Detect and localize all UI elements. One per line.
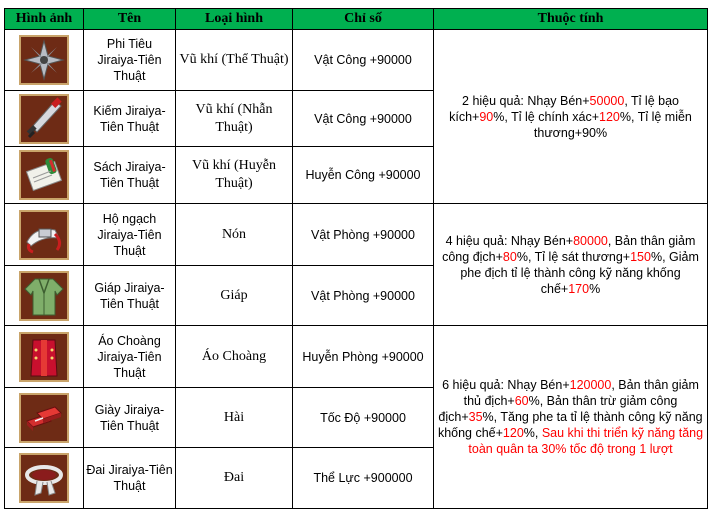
robe-icon (19, 271, 69, 321)
header-image: Hình ảnh (5, 9, 84, 30)
item-name: Giày Jiraiya-Tiên Thuật (84, 388, 176, 448)
item-stat: Huyễn Phòng +90000 (293, 326, 434, 388)
item-stat: Vật Phòng +90000 (293, 204, 434, 266)
item-stat: Vật Công +90000 (293, 91, 434, 147)
item-stat: Huyễn Công +90000 (293, 147, 434, 204)
table-row (5, 204, 708, 266)
item-type: Hài (176, 388, 293, 448)
header-row (5, 9, 708, 30)
set-bonus-6: 6 hiệu quả: Nhạy Bén+120000, Bản thân giảm thủ địch+60%, Bản thân trừ giảm công địch+35%, Tăng phe ta tỉ lệ thành công kỹ năng khống chế+120%, Sau khi thi triển kỹ năng tăng toàn quân ta 30% tốc độ trong 1 lượt (434, 326, 708, 509)
item-stat: Thể Lực +900000 (293, 448, 434, 509)
set-bonus-6-extra: Sau khi thi triển kỹ năng tăng toàn quân ta 30% tốc độ trong 1 lượt (468, 426, 704, 456)
cloak-icon (19, 332, 69, 382)
sword-icon (19, 94, 69, 144)
item-stat: Tốc Độ +90000 (293, 388, 434, 448)
headband-icon (19, 210, 69, 260)
equipment-set-table (4, 8, 708, 509)
item-type: Nón (176, 204, 293, 266)
table-row (5, 30, 708, 91)
item-image-cell (5, 91, 84, 147)
item-type: Áo Choàng (176, 326, 293, 388)
item-stat: Vật Phòng +90000 (293, 266, 434, 326)
item-type: Đai (176, 448, 293, 509)
set-bonus-4: 4 hiệu quả: Nhạy Bén+80000, Bản thân giảm công địch+80%, Tỉ lệ sát thương+150%, Giảm phe địch tỉ lệ thành công kỹ năng khống chế+170% (434, 204, 708, 326)
item-name: Đai Jiraiya-Tiên Thuật (84, 448, 176, 509)
table-row (5, 326, 708, 388)
item-image-cell (5, 388, 84, 448)
item-image-cell (5, 266, 84, 326)
item-image-cell (5, 448, 84, 509)
item-type: Vũ khí (Nhẫn Thuật) (176, 91, 293, 147)
item-name: Kiếm Jiraiya-Tiên Thuật (84, 91, 176, 147)
item-stat: Vật Công +90000 (293, 30, 434, 91)
item-image-cell (5, 30, 84, 91)
header-type: Loại hình (176, 9, 293, 30)
header-stat: Chỉ số (293, 9, 434, 30)
item-type: Vũ khí (Thể Thuật) (176, 30, 293, 91)
belt-icon (19, 453, 69, 503)
item-name: Hộ ngạch Jiraiya-Tiên Thuật (84, 204, 176, 266)
item-name: Giáp Jiraiya-Tiên Thuật (84, 266, 176, 326)
set-bonus-2: 2 hiệu quả: Nhạy Bén+50000, Tỉ lệ bạo kích+90%, Tỉ lệ chính xác+120%, Tỉ lệ miễn thương+90% (434, 30, 708, 204)
header-name: Tên (84, 9, 176, 30)
item-image-cell (5, 147, 84, 204)
header-attributes: Thuộc tính (434, 9, 708, 30)
shuriken-icon (19, 35, 69, 85)
item-type: Vũ khí (Huyễn Thuật) (176, 147, 293, 204)
item-type: Giáp (176, 266, 293, 326)
scroll-icon (19, 150, 69, 200)
item-name: Sách Jiraiya-Tiên Thuật (84, 147, 176, 204)
sandals-icon (19, 393, 69, 443)
item-name: Áo Choàng Jiraiya-Tiên Thuật (84, 326, 176, 388)
item-image-cell (5, 326, 84, 388)
item-name: Phi Tiêu Jiraiya-Tiên Thuật (84, 30, 176, 91)
item-image-cell (5, 204, 84, 266)
